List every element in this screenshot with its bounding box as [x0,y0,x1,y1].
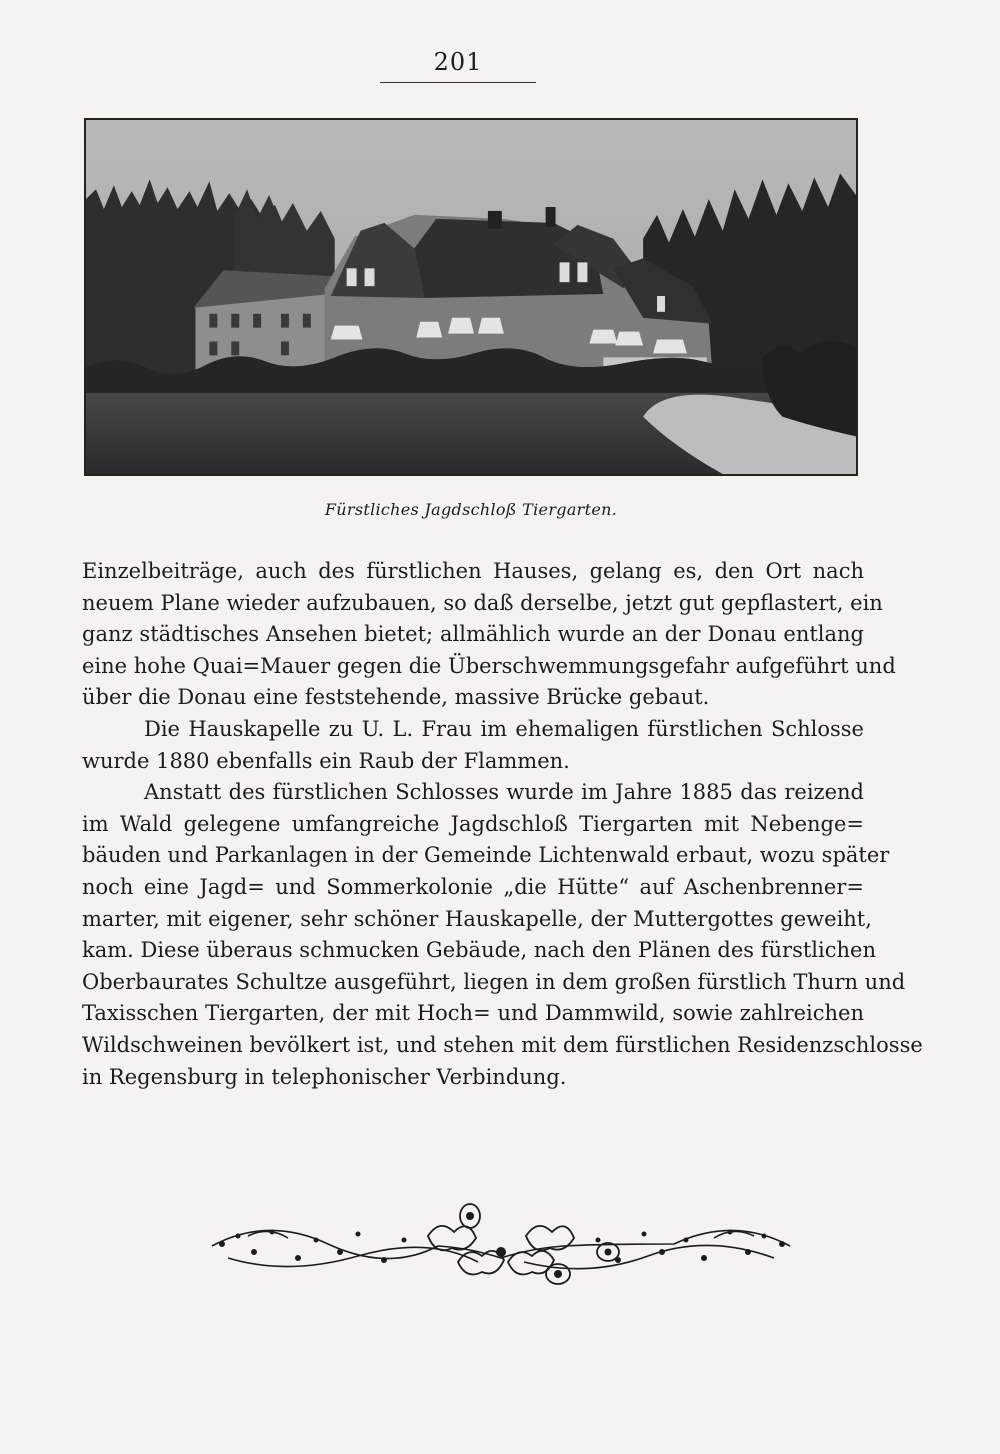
page-rule [380,82,536,83]
text-line: Taxisschen Tiergarten, der mit Hoch= und Dammwild, sowie zahlreichen [82,1001,864,1026]
text-line: neuem Plane wieder aufzubauen, so daß derselbe, jetzt gut gepflastert, ein [82,590,883,615]
text-line: ganz städtisches Ansehen bietet; allmählich wurde an der Donau entlang [82,622,864,647]
text-line: Einzelbeiträge, auch des fürstlichen Hauses, gelang es, den Ort nach [82,559,864,583]
text-line: Die Hauskapelle zu U. L. Frau im ehemaligen fürstlichen Schlosse [144,716,864,741]
photo-caption: Fürstliches Jagdschloß Tiergarten. [324,500,618,519]
paragraph-1 [82,556,896,714]
page-number: 201 [433,48,483,76]
text-line: Anstatt des fürstlichen Schlosses wurde im Jahre 1885 das reizend [144,780,864,805]
text-line: in Regensburg in telephonischer Verbindung. [82,1064,567,1089]
floral-ornament-illustration [208,1196,794,1296]
paragraph-3 [82,777,923,1093]
photo-illustration [86,120,856,474]
text-line: Wildschweinen bevölkert ist, und stehen mit dem fürstlichen Residenzschlosse [82,1032,923,1057]
text-line: kam. Diese überaus schmucken Gebäude, nach den Plänen des fürstlichen [82,938,876,963]
body-text [82,556,923,1093]
floral-ornament [208,1196,794,1296]
text-line: eine hohe Quai=Mauer gegen die Überschwemmungsgefahr aufgeführt und [82,653,896,678]
text-line: marter, mit eigener, sehr schöner Hauskapelle, der Muttergottes geweiht, [82,906,872,931]
text-line: noch eine Jagd= und Sommerkolonie „die Hütte“ auf Aschenbrenner= [82,874,864,899]
text-line: Oberbaurates Schultze ausgeführt, liegen in dem großen fürstlich Thurn und [82,969,906,994]
text-line: bäuden und Parkanlagen in der Gemeinde Lichtenwald erbaut, wozu später [82,843,890,868]
hunting-lodge-photo [84,118,858,476]
text-line: über die Donau eine feststehende, massive Brücke gebaut. [82,685,710,710]
text-line: im Wald gelegene umfangreiche Jagdschloß Tiergarten mit Nebenge= [82,811,864,836]
paragraph-2 [82,714,864,777]
text-line: wurde 1880 ebenfalls ein Raub der Flammen. [82,748,570,773]
